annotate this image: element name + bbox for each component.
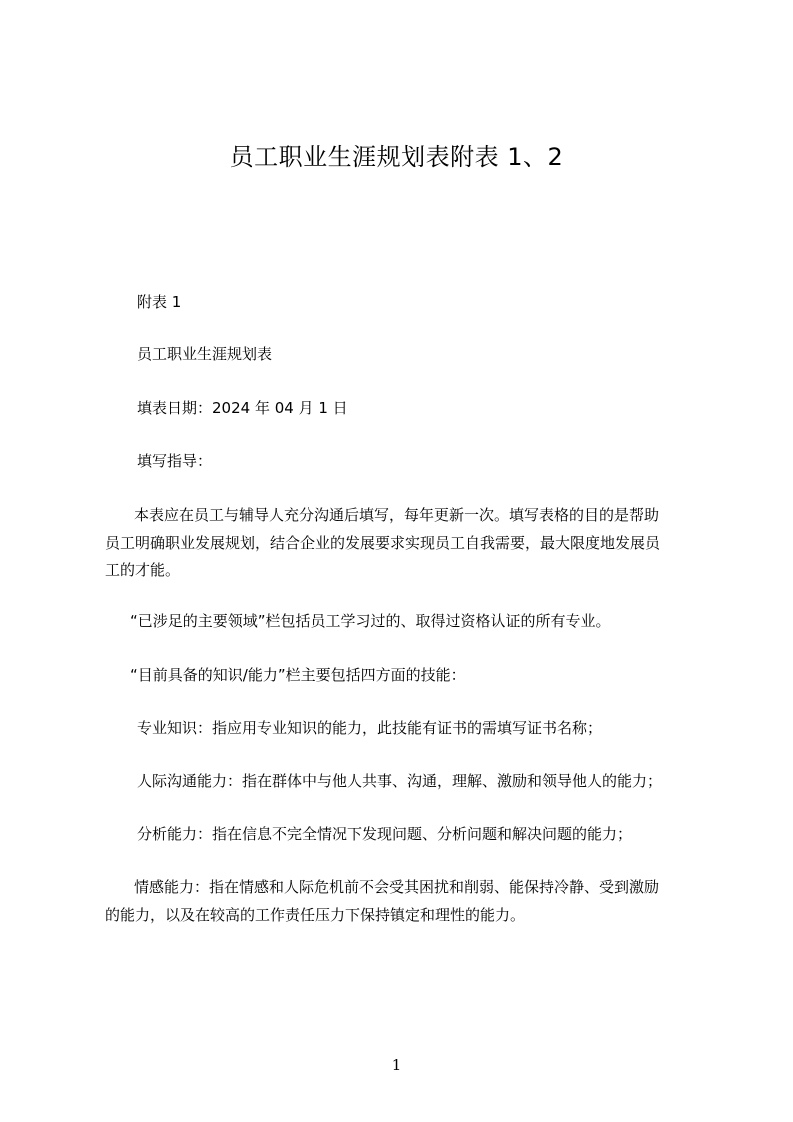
page-number: 1 bbox=[391, 1056, 402, 1074]
table-name: 员工职业生涯规划表 bbox=[137, 345, 273, 363]
appendix-label: 附表 1 bbox=[137, 293, 182, 311]
intro-paragraph-line-1: 本表应在员工与辅导人充分沟通后填写，每年更新一次。填写表格的目的是帮助 bbox=[134, 506, 660, 524]
interpersonal-ability-item: 人际沟通能力：指在群体中与他人共事、沟通，理解、激励和领导他人的能力； bbox=[137, 772, 663, 790]
guidance-heading: 填写指导： bbox=[137, 452, 213, 470]
abilities-paragraph: “目前具备的知识/能力”栏主要包括四方面的技能： bbox=[130, 666, 466, 684]
intro-paragraph-line-2: 员工明确职业发展规划，结合企业的发展要求实现员工自我需要，最大限度地发展员 bbox=[105, 534, 661, 552]
emotional-ability-item-line-2: 的能力，以及在较高的工作责任压力下保持镇定和理性的能力。 bbox=[105, 906, 526, 924]
analysis-ability-item: 分析能力：指在信息不完全情况下发现问题、分析问题和解决问题的能力； bbox=[137, 825, 633, 843]
document-title: 员工职业生涯规划表附表 1、2 bbox=[229, 143, 564, 171]
fields-paragraph: “已涉足的主要领域”栏包括员工学习过的、取得过资格认证的所有专业。 bbox=[130, 612, 611, 630]
professional-knowledge-item: 专业知识：指应用专业知识的能力，此技能有证书的需填写证书名称； bbox=[137, 719, 603, 737]
fill-date: 填表日期：2024 年 04 月 1 日 bbox=[137, 399, 348, 417]
emotional-ability-item-line-1: 情感能力：指在情感和人际危机前不会受其困扰和削弱、能保持冷静、受到激励 bbox=[134, 878, 660, 896]
intro-paragraph-line-3: 工的才能。 bbox=[105, 561, 181, 579]
